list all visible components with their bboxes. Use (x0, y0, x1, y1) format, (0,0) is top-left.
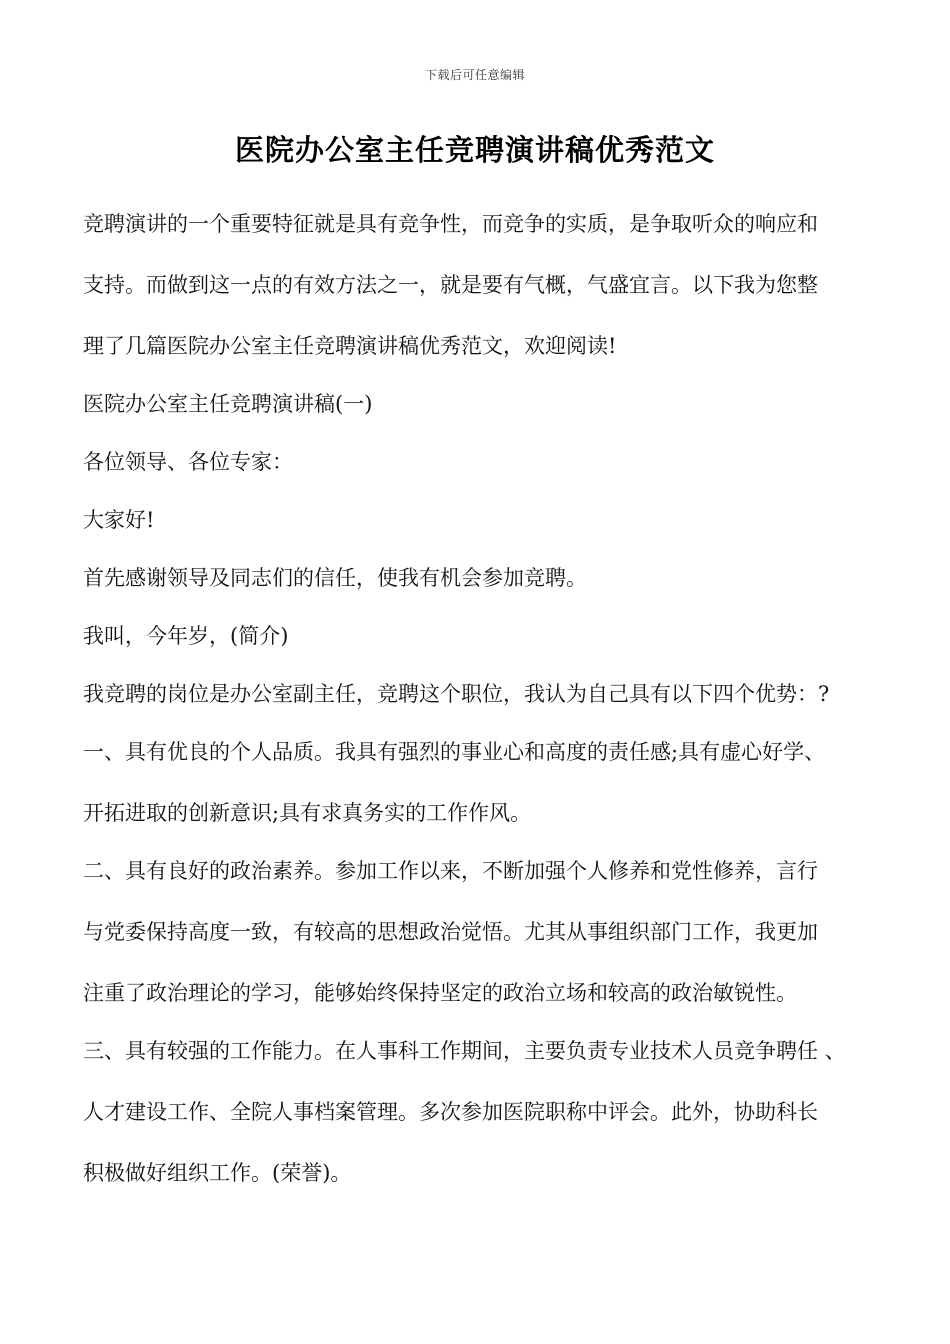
document-title: 医院办公室主任竞聘演讲稿优秀范文 (234, 133, 715, 167)
body-line: 首先感谢领导及同志们的信任，使我有机会参加竞聘。 (83, 566, 587, 590)
body-line: 我叫，今年岁，(简介) (83, 624, 289, 648)
body-line: 竞聘演讲的一个重要特征就是具有竞争性，而竞争的实质，是争取听众的响应和 (83, 212, 818, 236)
body-line: 与党委保持高度一致，有较高的思想政治觉悟。尤其从事组织部门工作，我更加 (83, 920, 818, 944)
body-line: 人才建设工作、全院人事档案管理。多次参加医院职称中评会。此外，协助科长 (83, 1100, 818, 1124)
body-line: 注重了政治理论的学习，能够始终保持坚定的政治立场和较高的政治敏锐性。 (83, 981, 797, 1005)
body-line: 支持。而做到这一点的有效方法之一，就是要有气概，气盛宜言。以下我为您整 (83, 273, 818, 297)
body-line: 我竞聘的岗位是办公室副主任，竞聘这个职位，我认为自己具有以下四个优势：? (83, 682, 830, 706)
body-line: 开拓进取的创新意识;具有求真务实的工作作风。 (83, 801, 532, 825)
document-body (83, 214, 883, 1221)
body-line: 三、具有较强的工作能力。在人事科工作期间，主要负责专业技术人员竞争聘任 、 (83, 1039, 846, 1063)
greeting: 大家好! (83, 508, 155, 532)
header-note: 下载后可任意编辑 (424, 68, 525, 82)
body-line: 理了几篇医院办公室主任竞聘演讲稿优秀范文，欢迎阅读! (83, 334, 617, 358)
body-line: 一、具有优良的个人品质。我具有强烈的事业心和高度的责任感;具有虚心好学、 (83, 740, 826, 764)
section-heading: 医院办公室主任竞聘演讲稿(一) (83, 392, 373, 416)
body-line: 二、具有良好的政治素养。参加工作以来，不断加强个人修养和党性修养，言行 (83, 859, 818, 883)
salutation: 各位领导、各位专家： (83, 450, 293, 474)
body-line: 积极做好组织工作。(荣誉)。 (83, 1161, 352, 1185)
